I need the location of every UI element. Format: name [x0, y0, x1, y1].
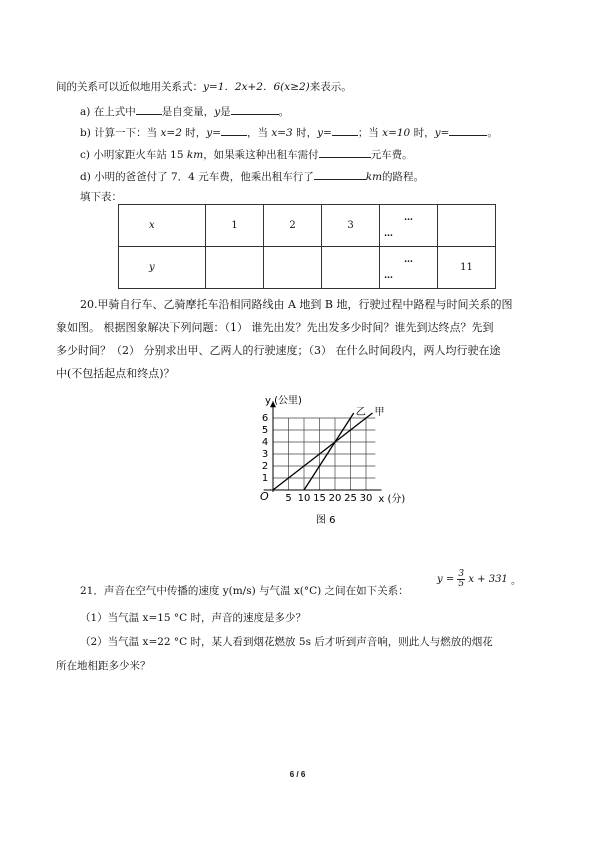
qb-t1: 时， — [181, 127, 207, 139]
table-cell-ellipsis — [380, 205, 438, 247]
ellipsis-bottom: … — [384, 228, 393, 239]
table-label: 填下表： — [80, 191, 122, 203]
series-line — [273, 413, 373, 490]
intro-after: 来表示。 — [309, 81, 352, 93]
qa-mid: 是自变量， — [161, 106, 215, 118]
intro-before: 间的关系可以近似地用关系式： — [56, 81, 203, 93]
qc-pre: c) 小明家距火车站 15 — [80, 149, 187, 161]
q21-line1 — [80, 584, 409, 598]
table-cell — [264, 247, 322, 289]
q21-text: 21．声音在空气中传播的速度 y(m/s) 与气温 x(°C) 之间在如下关系： — [80, 585, 409, 597]
qb-s1: ，当 — [246, 127, 272, 139]
qb-end: 。 — [487, 127, 498, 139]
q20-line2: 象如图。 根据图象解决下列问题：（1） 谁先出发？先出发多少时间？谁先到达终点？先到 — [56, 321, 494, 334]
table-cell: 11 — [438, 247, 496, 289]
question-d — [80, 168, 424, 184]
y-tick-label: 2 — [261, 461, 269, 472]
intro-line — [56, 80, 352, 94]
blank-d — [314, 168, 366, 180]
chart-caption: 图 6 — [315, 515, 336, 526]
series-label: 甲 — [374, 406, 385, 418]
frac-numerator: 3 — [458, 569, 465, 579]
y-tick-label: 6 — [261, 413, 269, 424]
table-cell-ellipsis — [380, 247, 438, 289]
qa-end: 。 — [278, 106, 290, 118]
qb-t3: 时， — [410, 127, 435, 139]
formula-end: 。 — [510, 576, 521, 587]
qb-c1: x=2 — [160, 127, 182, 139]
y-tick-label: 1 — [261, 473, 269, 484]
qc-post: ，如果乘这种出租车需付 — [203, 149, 319, 161]
y-tick-label: 4 — [261, 437, 269, 448]
page-number: 6 / 6 — [289, 770, 306, 779]
distance-time-chart — [238, 382, 508, 527]
y-tick-label: 5 — [261, 425, 269, 436]
table-head-x: x — [119, 205, 206, 247]
frac-denominator: 5 — [458, 579, 465, 589]
x-axis-label: x (分) — [378, 494, 406, 505]
q20-line4: 中(不包括起点和终点)？ — [56, 367, 175, 380]
formula-lhs: y = — [437, 574, 455, 585]
q21-formula — [437, 570, 521, 589]
qb-c2: x=3 — [271, 127, 293, 139]
table-cell: 3 — [322, 205, 380, 247]
x-tick-label: 30 — [359, 493, 373, 504]
q21-sub1: （1）当气温 x=15 °C 时，声音的速度是多少？ — [80, 612, 307, 624]
x-tick-label: 10 — [297, 493, 311, 504]
blank-b2 — [332, 124, 358, 136]
qb-t2: 时， — [292, 127, 318, 139]
q20-line3: 多少时间？（2） 分别求出甲、乙两人的行驶速度；（3） 在什么时间段内，两人均行驶在途 — [56, 344, 501, 357]
question-b — [80, 124, 498, 140]
series-line — [304, 413, 354, 490]
qa-pre: a) 在上式中 — [80, 106, 136, 118]
qc-unit: km — [186, 149, 204, 161]
ellipsis-top: … — [404, 212, 413, 223]
chart-grid — [273, 418, 375, 490]
blank-b3 — [449, 124, 487, 136]
table-cell: 2 — [264, 205, 322, 247]
qa-post: 是 — [220, 106, 231, 118]
qd-unit: km — [365, 171, 383, 183]
intro-formula: y=1．2x+2．6(x≥2) — [203, 81, 310, 93]
table-row-y — [119, 247, 496, 289]
formula-fraction — [457, 570, 465, 589]
x-tick-label: 5 — [285, 493, 292, 504]
qd-pre: d) 小明的爸爸付了 7．4 元车费，他乘出租车行了 — [80, 171, 314, 183]
blank-b1 — [221, 124, 247, 136]
question-c — [80, 146, 413, 162]
formula-rhs: x + 331 — [468, 574, 508, 585]
q21-sub2-line1: （2）当气温 x=22 °C 时，某人看到烟花燃放 5s 后才听到声音响，则此人与燃放的烟花 — [80, 636, 493, 648]
table-cell: 1 — [206, 205, 264, 247]
table-row-x — [119, 205, 496, 247]
y-tick-label: 3 — [261, 449, 269, 460]
blank-a2 — [231, 103, 279, 115]
qb-y1: y= — [206, 127, 221, 139]
x-tick-label: 20 — [328, 493, 342, 504]
x-tick-label: 25 — [344, 493, 357, 504]
q20-line1: 20.甲骑自行车、乙骑摩托车沿相同路线由 A 地到 B 地，行驶过程中路程与时间关系的图 — [80, 298, 513, 311]
ellipsis-bottom: … — [384, 270, 393, 281]
fill-table — [118, 204, 496, 289]
series-label: 乙 — [355, 406, 366, 418]
chart-series — [273, 413, 373, 490]
origin-label: O — [260, 490, 269, 503]
chart-labels — [260, 395, 405, 526]
ellipsis-top: … — [404, 254, 413, 265]
table-cell — [438, 205, 496, 247]
blank-c — [319, 146, 371, 158]
q21-sub2-line2: 所在地相距多少米？ — [56, 660, 151, 672]
x-tick-label: 15 — [313, 493, 326, 504]
qb-pre: b) 计算一下：当 — [80, 127, 161, 139]
y-axis-label: y (公里) — [265, 395, 302, 407]
qc-end: 元车费。 — [370, 149, 413, 161]
qb-c3: x=10 — [382, 127, 411, 139]
table-cell — [206, 247, 264, 289]
qb-s2: ；当 — [357, 127, 383, 139]
question-a — [80, 103, 289, 119]
blank-a1 — [136, 103, 162, 115]
qb-y3: y= — [434, 127, 450, 139]
qd-end: 的路程。 — [382, 171, 425, 183]
qa-var: y — [214, 106, 221, 118]
table-cell — [322, 247, 380, 289]
table-head-y: y — [119, 247, 206, 289]
qb-y2: y= — [317, 127, 332, 139]
